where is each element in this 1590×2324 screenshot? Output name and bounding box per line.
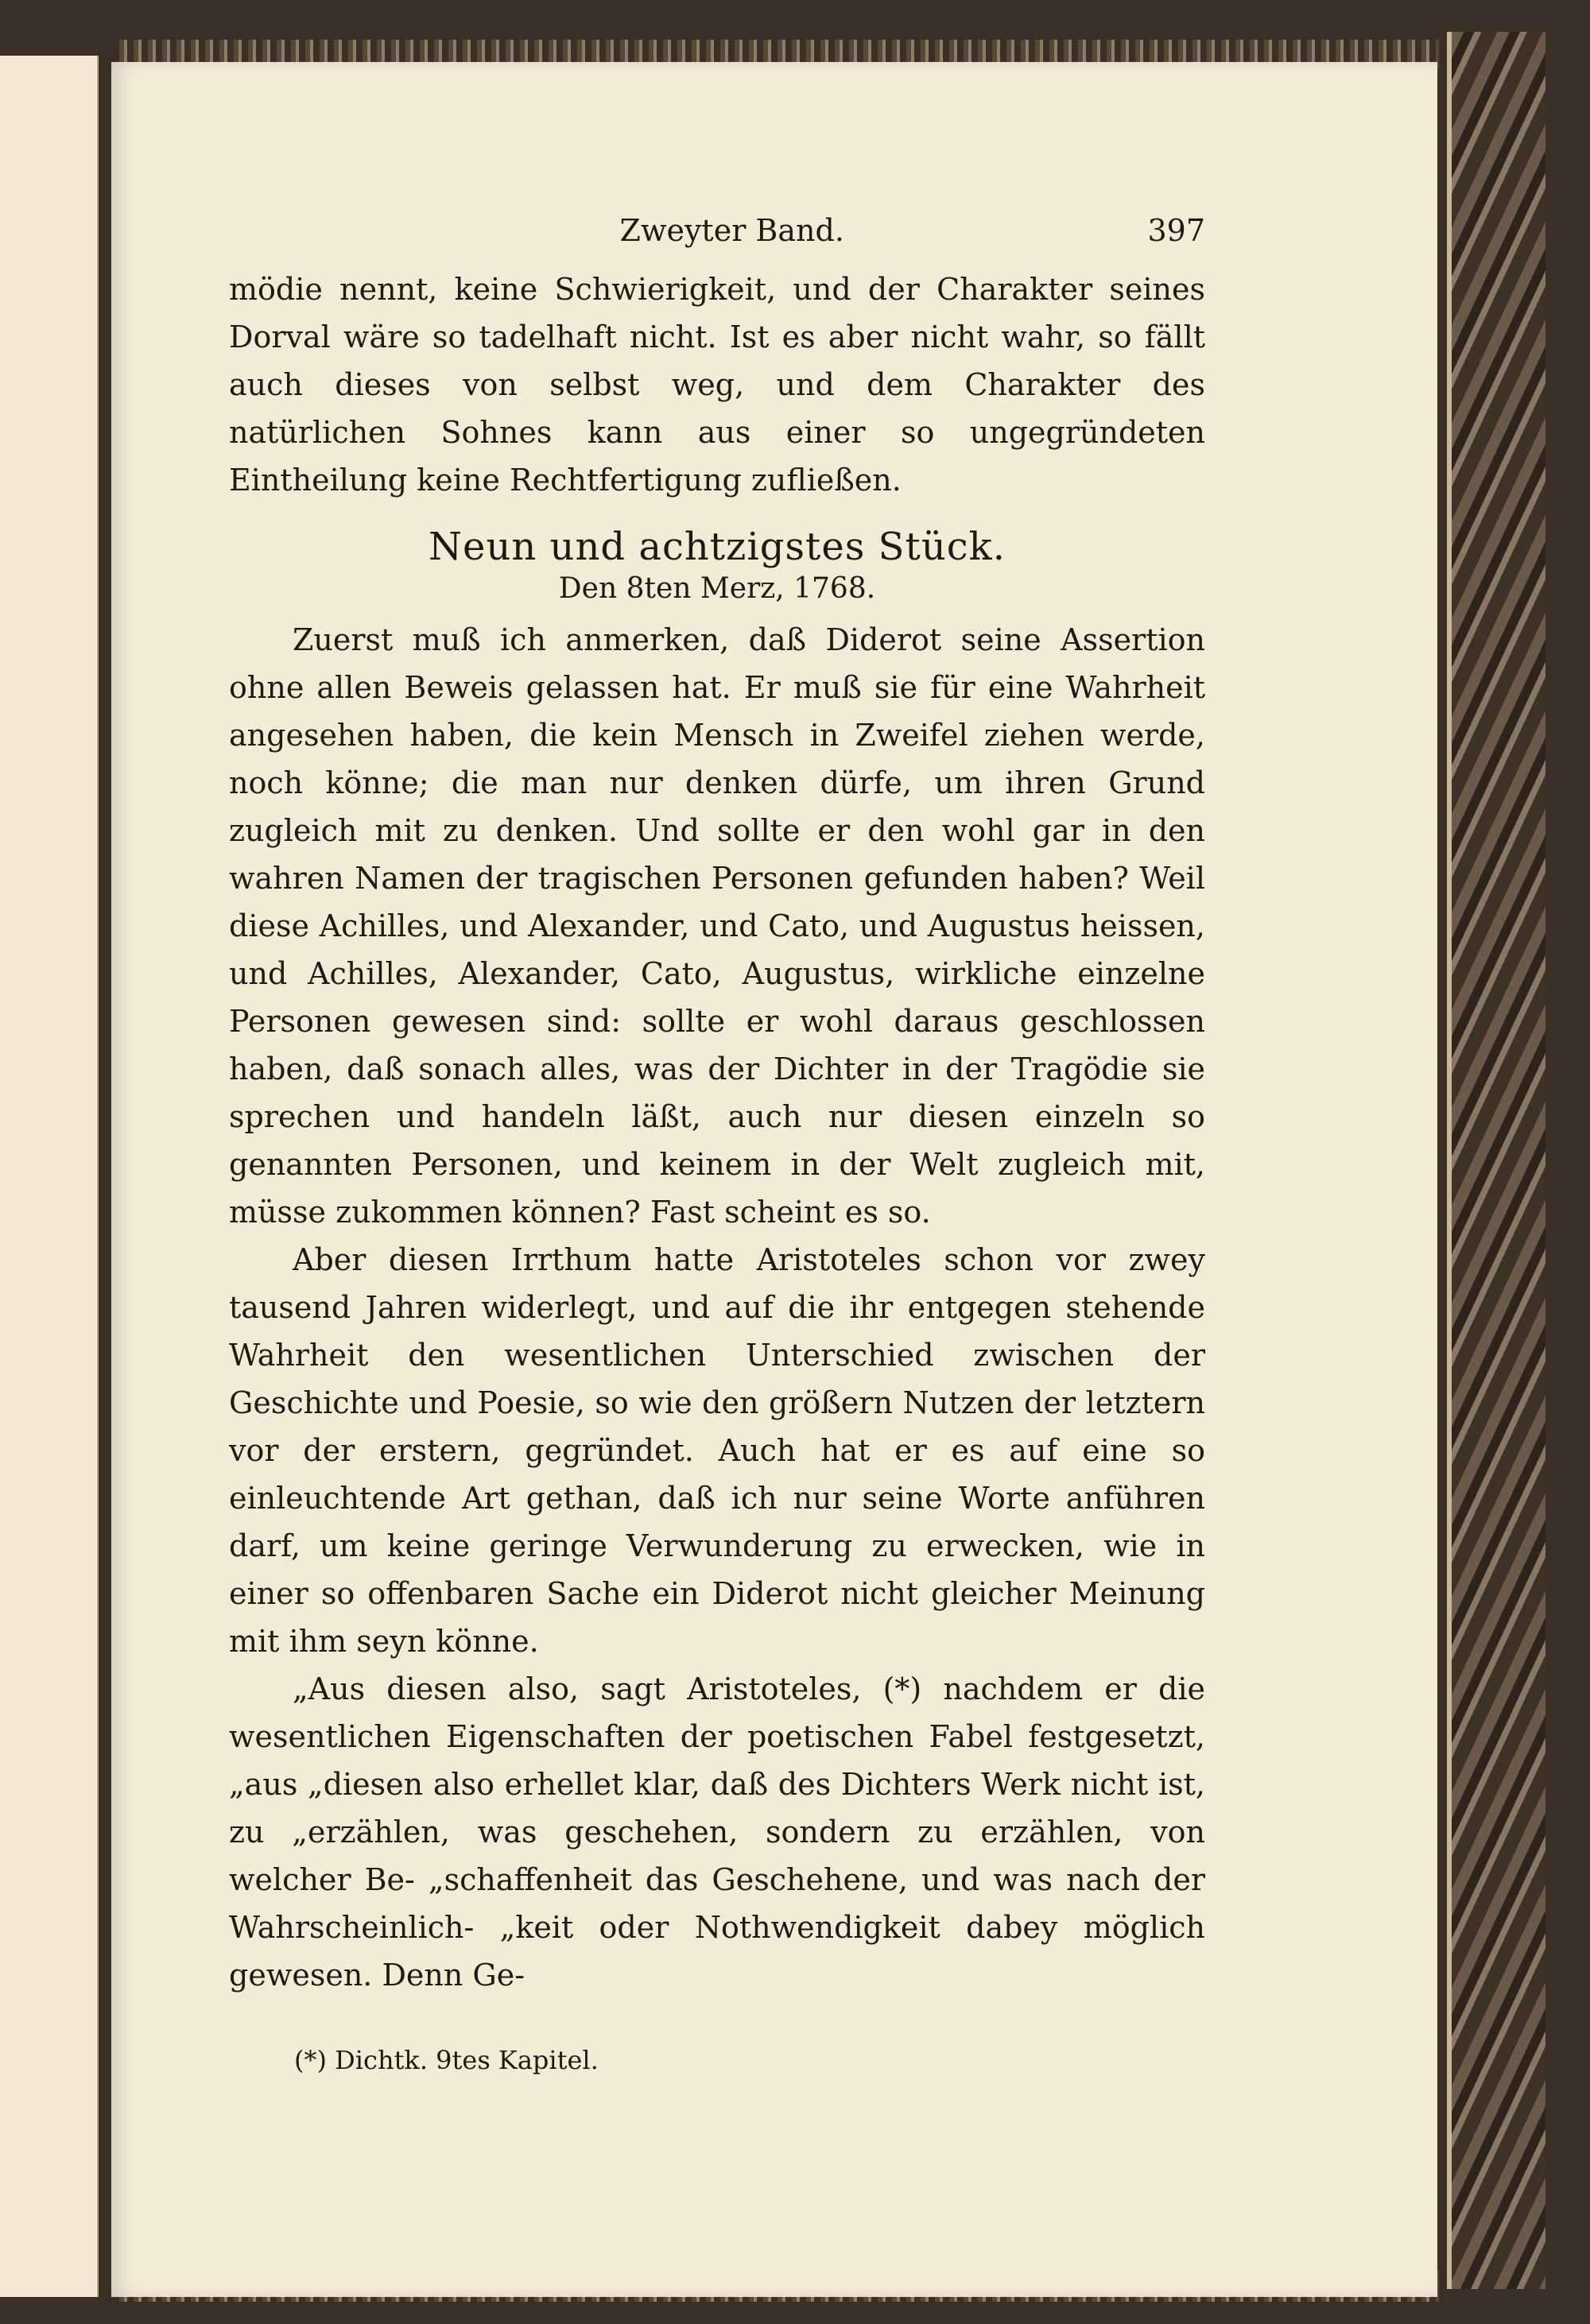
page-number: 397 [1147,213,1205,248]
paragraph-4: „Aus diesen also, sagt Aristoteles, (*) nachdem er die wesentlichen Eigenschaften der poetischen Fabel festgesetzt, „aus „diesen also erhellet klar, daß des Dichters Werk nicht ist, zu „erzählen, was geschehen, sondern zu erzählen, von welcher Be- „schaffenheit das Geschehene, und was nach der Wahrscheinlich- „keit oder Nothwendigkeit dabey möglich gewesen. Denn Ge- [229,1671,1205,1993]
page-header [229,213,1205,248]
left-page-edge [0,56,99,2297]
body-text [229,265,1205,1999]
marbled-edge [1447,32,1545,2289]
footnote: (*) Dichtk. 9tes Kapitel. [294,2045,599,2075]
running-title: Zweyter Band. [619,213,844,248]
section-date: Den 8ten Merz, 1768. [558,572,876,605]
paragraph-3: Aber diesen Irrthum hatte Aristoteles schon vor zwey tausend Jahren widerlegt, und auf die ihr entgegen stehende Wahrheit den wesentlichen Unterschied zwischen der Geschichte und Poesie, so wie den größern Nutzen der letztern vor der erstern, gegründet. Auch hat er es auf eine so einleuchtende Art gethan, daß ich nur seine Worte anführen darf, um keine geringe Verwunderung zu erwecken, wie in einer so offenbaren Sache ein Diderot nicht gleicher Meinung mit ihm seyn könne. [229,1242,1205,1659]
page-content [229,213,1205,2075]
paragraph-2: Zuerst muß ich anmerken, daß Diderot seine Assertion ohne allen Beweis gelassen hat. Er muß sie für eine Wahrheit angesehen haben, die kein Mensch in Zweifel ziehen werde, noch könne; die man nur denken dürfe, um ihren Grund zugleich mit zu denken. Und sollte er den wohl gar in den wahren Namen der tragischen Personen gefunden haben? Weil diese Achilles, und Alexander, und Cato, und Augustus heissen, und Achilles, Alexander, Cato, Augustus, wirkliche einzelne Personen gewesen sind: sollte er wohl daraus geschlossen haben, daß sonach alles, was der Dichter in der Tragödie sie sprechen und handeln läßt, auch nur diesen einzeln so genannten Personen, und keinem in der Welt zugleich mit, müsse zukommen können? Fast scheint es so. [229,622,1205,1230]
section-title: Neun und achtzigstes Stück. [429,525,1006,569]
paragraph-1: mödie nennt, keine Schwierigkeit, und der Charakter seines Dorval wäre so tadelhaft nicht. Ist es aber nicht wahr, so fällt auch dieses von selbst weg, und dem Charakter des natürlichen Sohnes kann aus einer so ungegründeten Eintheilung keine Rechtfertigung zufließen. [229,272,1205,498]
